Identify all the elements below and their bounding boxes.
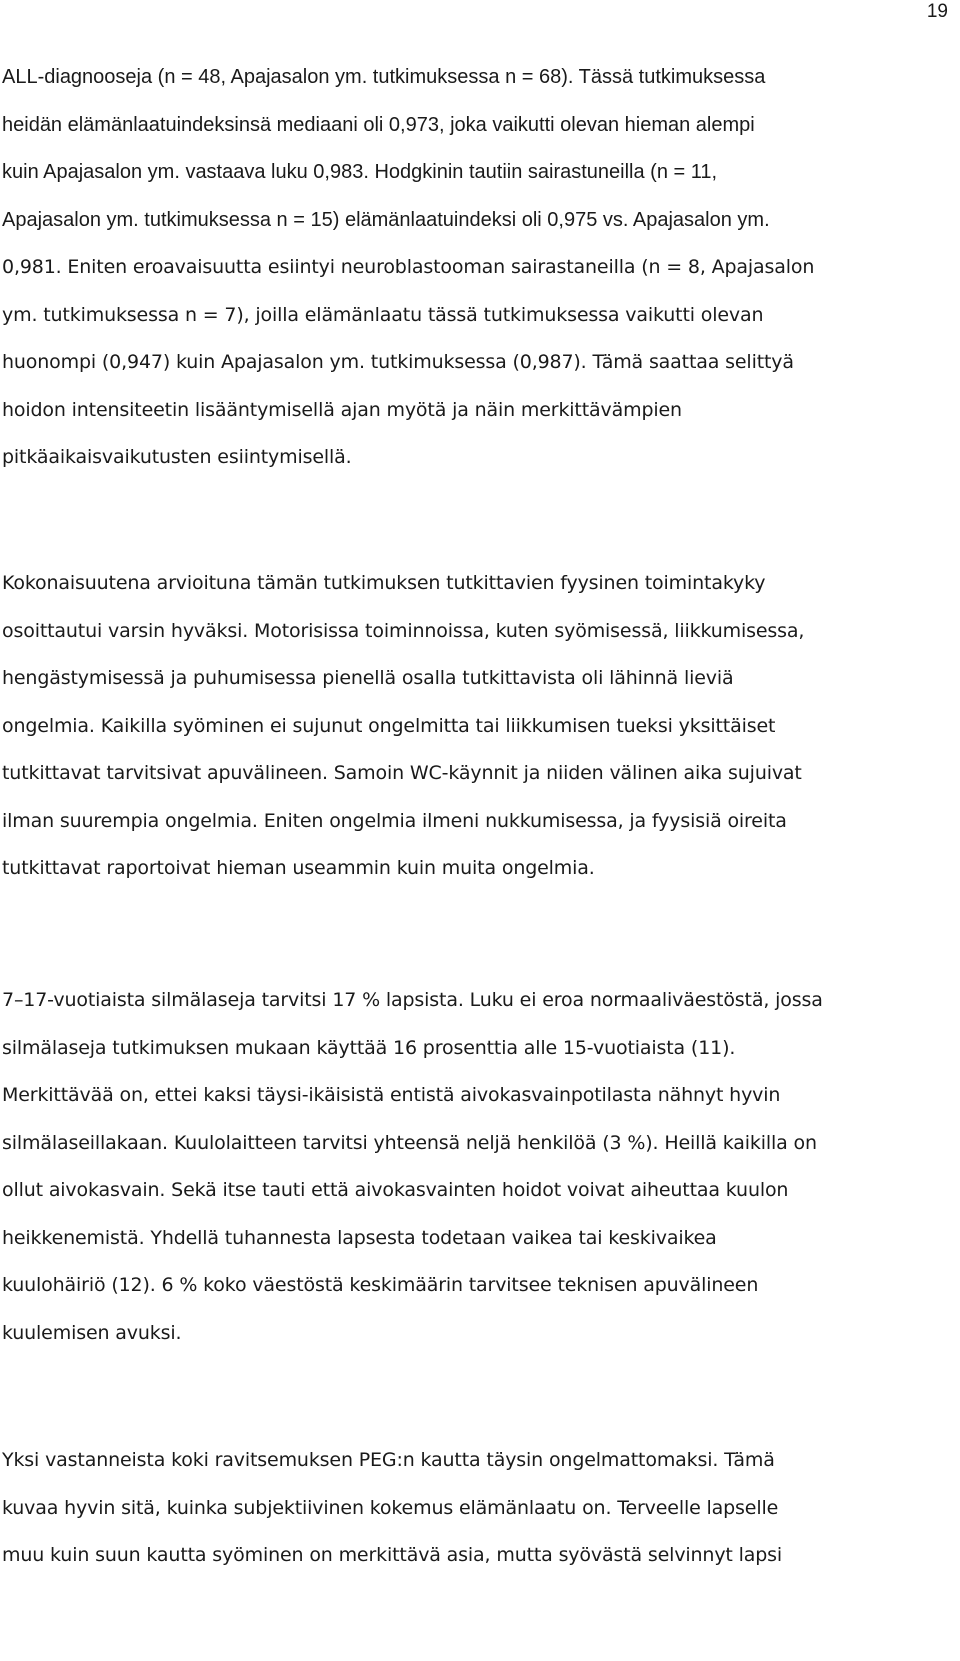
text-line: Apajasalon ym. tutkimuksessa n = 15) elämänlaatuindeksi oli 0,975 vs. Apajasalon ym. — [2, 208, 770, 231]
text-line: huonompi (0,947) kuin Apajasalon ym. tutkimuksessa (0,987). Tämä saattaa selittyä — [2, 351, 794, 373]
paragraph-quality-of-life-indices — [0, 54, 950, 482]
text-line: 7–17-vuotiaista silmälaseja tarvitsi 17 % lapsista. Luku ei eroa normaaliväestöstä, jossa — [2, 989, 823, 1011]
text-line: Yksi vastanneista koki ravitsemuksen PEG:n kautta täysin ongelmattomaksi. Tämä — [2, 1449, 775, 1471]
text-line: muu kuin suun kautta syöminen on merkittävä asia, mutta syövästä selvinnyt lapsi — [2, 1544, 783, 1566]
text-line: kuin Apajasalon ym. vastaava luku 0,983. Hodgkinin tautiin sairastuneilla (n = 11, — [2, 161, 718, 183]
text-line: heidän elämänlaatuindeksinsä mediaani oli 0,973, joka vaikutti olevan hieman alempi — [2, 113, 755, 136]
text-line: hengästymisessä ja puhumisessa pienellä osalla tutkittavista oli lähinnä lieviä — [2, 667, 734, 689]
text-line: heikkenemistä. Yhdellä tuhannesta lapsesta todetaan vaikea tai keskivaikea — [2, 1226, 717, 1249]
text-line: osoittautui varsin hyväksi. Motorisissa toiminnoissa, kuten syömisessä, liikkumisessa, — [2, 619, 805, 642]
text-line: silmälaseillakaan. Kuulolaitteen tarvitsi yhteensä neljä henkilöä (3 %). Heillä kaikilla on — [2, 1131, 817, 1154]
text-line: hoidon intensiteetin lisääntymisellä ajan myötä ja näin merkittävämpien — [2, 398, 682, 421]
text-line: silmälaseja tutkimuksen mukaan käyttää 16 prosenttia alle 15-vuotiaista (11). — [2, 1036, 736, 1059]
text-line: tutkittavat tarvitsivat apuvälineen. Samoin WC-käynnit ja niiden välinen aika sujuivat — [2, 762, 802, 784]
text-line: pitkäaikaisvaikutusten esiintymisellä. — [2, 446, 352, 468]
text-line: kuulemisen avuksi. — [2, 1321, 182, 1344]
text-line: ilman suurempia ongelmia. Eniten ongelmia ilmeni nukkumisessa, ja fyysisiä oireita — [2, 809, 787, 832]
text-line: kuulohäiriö (12). 6 % koko väestöstä keskimäärin tarvitsee teknisen apuvälineen — [2, 1274, 759, 1296]
page-number: 19 — [926, 1, 948, 22]
text-line: ym. tutkimuksessa n = 7), joilla elämänlaatu tässä tutkimuksessa vaikutti olevan — [2, 303, 764, 326]
text-line: ALL-diagnooseja (n = 48, Apajasalon ym. tutkimuksessa n = 68). Tässä tutkimuksessa — [2, 66, 766, 88]
text-line: 0,981. Eniten eroavaisuutta esiintyi neuroblastooman sairastaneilla (n = 8, Apajasalon — [2, 256, 815, 278]
text-line: Merkittävää on, ettei kaksi täysi-ikäisistä entistä aivokasvainpotilasta nähnyt hyvin — [2, 1084, 781, 1106]
paragraph-peg-nutrition — [0, 1437, 950, 1580]
paragraph-vision-and-hearing — [0, 977, 950, 1357]
text-line: kuvaa hyvin sitä, kuinka subjektiivinen kokemus elämänlaatu on. Terveelle lapselle — [2, 1496, 779, 1519]
text-line: ongelmia. Kaikilla syöminen ei sujunut ongelmitta tai liikkumisen tueksi yksittäiset — [2, 714, 776, 737]
text-line: tutkittavat raportoivat hieman useammin kuin muita ongelmia. — [2, 857, 595, 879]
paragraph-physical-functioning — [0, 560, 950, 893]
text-line: Kokonaisuutena arvioituna tämän tutkimuksen tutkittavien fyysinen toimintakyky — [2, 572, 766, 594]
text-line: ollut aivokasvain. Sekä itse tauti että aivokasvainten hoidot voivat aiheuttaa kuulon — [2, 1179, 789, 1201]
